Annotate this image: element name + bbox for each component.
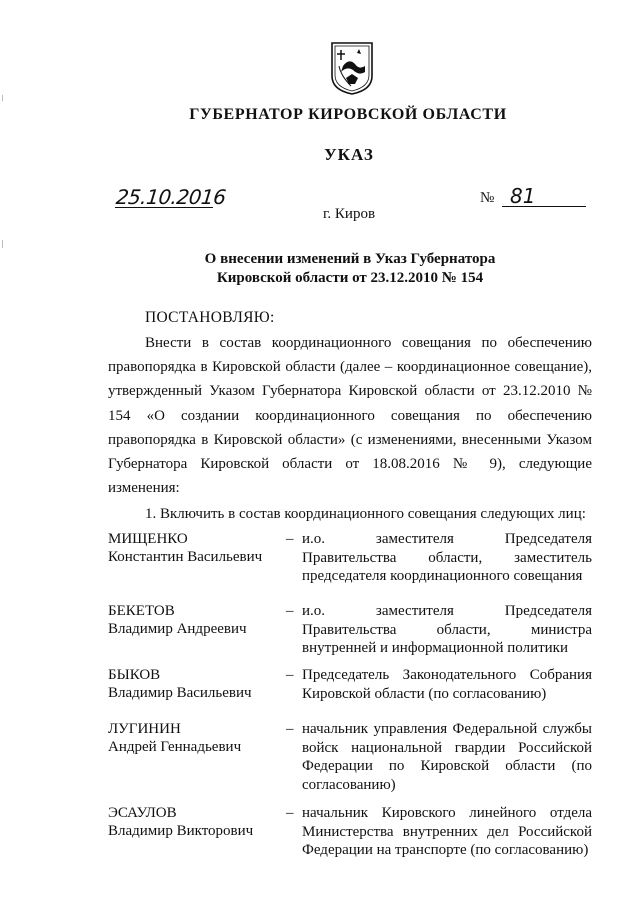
member-surname: БЕКЕТОВ — [108, 603, 175, 619]
subject-line-2: Кировской области от 23.12.2010 № 154 — [216, 270, 484, 286]
member-dash: – — [286, 667, 294, 683]
member-dash: – — [286, 603, 294, 619]
document-number: 81 — [510, 184, 536, 208]
member-given-names: Константин Васильевич — [108, 549, 263, 565]
document-date: 25.10.2016 — [114, 185, 227, 209]
body-text — [108, 331, 592, 527]
member-role: Председатель Законодательного Собрания Кировской области (по согласованию) — [302, 667, 592, 702]
member-role: и.о. заместителя Председателя Правительства области, министра внутренней и информационной политики — [302, 603, 592, 656]
city-line: г. Киров — [322, 206, 376, 222]
number-label: № — [480, 190, 495, 206]
member-name — [108, 804, 283, 840]
subject-line-1: О внесении изменений в Указ Губернатора — [204, 251, 496, 267]
member-name — [108, 720, 283, 756]
member-given-names: Владимир Викторович — [108, 823, 254, 839]
member-role: начальник управления Федеральной службы войск национальной гвардии Российской Федерации по Кировской области (по согласованию) — [302, 721, 592, 793]
member-role: начальник Кировского линейного отдела Министерства внутренних дел Российской Федерации на транспорте (по согласованию) — [302, 805, 592, 858]
member-surname: ЛУГИНИН — [108, 721, 181, 737]
member-given-names: Андрей Геннадьевич — [108, 739, 242, 755]
member-name — [108, 602, 283, 638]
decree-word: ПОСТАНОВЛЯЮ: — [145, 309, 275, 326]
member-dash: – — [286, 531, 294, 547]
scan-margin-mark — [2, 240, 3, 248]
body-paragraph-2: 1. Включить в состав координационного совещания следующих лиц: — [145, 506, 586, 523]
member-dash: – — [286, 805, 294, 821]
member-role: и.о. заместителя Председателя Правительства области, заместитель председателя координационного совещания — [302, 531, 592, 584]
coat-of-arms-icon — [329, 40, 375, 96]
coat-of-arms-emblem — [329, 40, 375, 96]
document-subject — [160, 250, 540, 288]
member-dash: – — [286, 721, 294, 737]
document-type: УКАЗ — [324, 145, 374, 164]
member-surname: МИЩЕНКО — [108, 531, 188, 547]
member-given-names: Владимир Андреевич — [108, 621, 247, 637]
member-surname: БЫКОВ — [108, 667, 161, 683]
scan-margin-mark — [2, 95, 3, 101]
body-paragraph-1: Внести в состав координационного совещания по обеспечению правопорядка в Кировской области (далее – координационное совещание), утвержденный Указом Губернатора Кировской области от 23.12.2010 № 154 «О создании координационного совещания по обеспечению правопорядка в Кировской области» (с изменениями, внесенными Указом Губернатора Кировской области от 18.08.2016 № 9), следующие изменения: — [108, 335, 592, 497]
issuing-authority: ГУБЕРНАТОР КИРОВСКОЙ ОБЛАСТИ — [189, 106, 507, 123]
member-name — [108, 530, 283, 566]
member-surname: ЭСАУЛОВ — [108, 805, 177, 821]
member-given-names: Владимир Васильевич — [108, 685, 252, 701]
member-name — [108, 666, 283, 702]
